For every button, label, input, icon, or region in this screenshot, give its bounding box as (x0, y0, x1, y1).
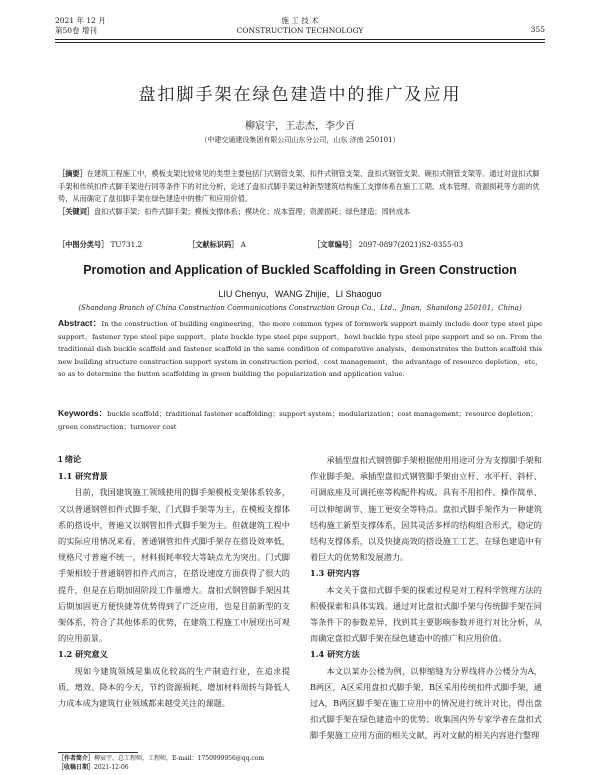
section-heading-1-4: 1.4 研究方法 (310, 649, 360, 660)
abstract-en (58, 317, 542, 381)
clc-field (58, 240, 142, 250)
doc-code-value: A (240, 240, 246, 249)
header-center (55, 16, 545, 36)
authors-cn: 柳宸宇，王志杰，李少百 (245, 121, 355, 132)
keywords-en (58, 407, 542, 433)
body-column-right (310, 452, 542, 744)
issue-volume: 第50卷 增刊 (55, 26, 97, 35)
issue-date: 2021 年 12 月 (55, 16, 106, 25)
keywords-cn-label: ［关键词］ (58, 206, 94, 216)
abstract-en-text: In the construction of building engineering，the more common types of formwork support mainly include door type steel pipe support，fastener type steel pipe support，plate buckle type steel pipe support，bowl buckle type steel pipe support and so on. From the traditional dish buckle scaffold and fastener scaffold in the same condition of comparative analysis，demonstrates the button scaffold this new building structure construction support system in construction period，cost management，the advantage of resource depletion，etc，so as to determine the button scaffolding in green building the popularization and application value. (58, 320, 543, 379)
keywords-en-label: Keywords： (58, 408, 108, 418)
footnote-rule (58, 752, 138, 753)
abstract-cn (58, 168, 542, 218)
author-bio-label: ［作者简介］ (58, 755, 95, 762)
received-date-text: 2021-12-06 (94, 763, 129, 771)
section-heading-1-3: 1.3 研究内容 (310, 568, 360, 579)
doc-code-label: ［文献标识码］ (188, 240, 239, 249)
article-title-cn: 盘扣脚手架在绿色建造中的推广及应用 (138, 85, 462, 105)
received-date-label: ［收稿日期］ (58, 763, 95, 771)
keywords-en-paragraph (58, 407, 542, 433)
article-title-en: Promotion and Application of Buckled Scaffolding in Green Construction (83, 263, 517, 277)
article-number-value: 2097-0897(2021)S2-0355-03 (358, 240, 464, 249)
author-bio-text: 柳宸宇，总工程师，工程师，E-mail：1750999956@qq.com (94, 755, 265, 762)
abstract-en-paragraph (58, 317, 542, 381)
abstract-cn-label: ［摘要］ (58, 169, 87, 178)
journal-name-cn: 施 工 技 术 (281, 16, 319, 25)
header-rule-thin (55, 42, 545, 43)
clc-label: ［中图分类号］ (58, 240, 109, 249)
abstract-cn-paragraph (58, 168, 542, 206)
authors-en: LIU Chenyu，WANG Zhijie，LI Shaoguo (218, 289, 382, 299)
section-heading-1-2: 1.2 研究意义 (58, 649, 108, 660)
abstract-cn-text: 在建筑工程施工中，模板支架比较常见的类型主要包括门式钢管支架、扣件式钢管支架、盘扣式钢管支架、碗扣式钢管支架等。通过对盘扣式脚手架和传统扣件式脚手架进行同等条件下的对比分析，论述了盘扣式脚手架这种新型建筑结构施工支撑体系在施工工期、成本管理、资源损耗等方面的优势，从而确定了盘扣脚手架在绿色建造中的推广和应用价值。 (58, 169, 540, 203)
footnotes (58, 755, 290, 772)
header-rule (55, 39, 545, 40)
received-date (58, 764, 290, 773)
body-column-left (58, 452, 290, 711)
body-paragraph: 本文以某办公楼为例，以伸缩缝为分界线将办公楼分为A，B两区，A区采用盘扣式脚手架，B区采用传统扣件式脚手架，通过A，B两区脚手架在施工应用中的情况进行统计对比，得出盘扣式脚手架在绿色建造中的优势；收集国内外专家学者在盘扣式脚手架施工应用方面的相关文献，再对文献的相关内容进行整理 (310, 665, 542, 741)
affiliation-cn: （中建交通建设集团有限公司山东分公司，山东 济南 250101） (200, 136, 400, 144)
body-paragraph: 承插型盘扣式钢管脚手架根据使用用途可分为支撑脚手架和作业脚手架。承插型盘扣式钢管脚手架由立杆、水平杆、斜杆、可调底座及可调托座等构配件构成。具有不用扣件、操作简单、可以伸缩调节、施工更安全等特点。盘扣式脚手架作为一种建筑结构施工新型支撑体系，因其灵活多样的结构组合形式，稳定的结构支撑体系，以及快捷高效的搭设施工工艺，在绿色建造中有着巨大的优势和发展潜力。 (310, 455, 542, 563)
body-paragraph: 现如今建筑领域是集成化较高的生产制造行业，在追求提质、增效、降本的今天，节约资源损耗、增加材料周转与降低人力成本成为建筑行业领域都来越受关注的课题。 (58, 665, 290, 709)
keywords-cn-paragraph (58, 206, 542, 219)
running-header (55, 16, 545, 40)
journal-name-en: CONSTRUCTION TECHNOLOGY (236, 26, 364, 35)
article-number-label: ［文章编号］ (313, 240, 357, 249)
doc-code-field (188, 240, 246, 250)
section-heading-1-1: 1.1 研究背景 (58, 471, 108, 482)
classification-row (58, 240, 542, 252)
keywords-en-text: buckle scaffold；traditional fastener scaffolding；support system；modularization；cost management；resource depletion；green construction；turnover cost (58, 410, 537, 431)
author-bio (58, 755, 290, 764)
abstract-en-label: Abstract： (58, 318, 102, 328)
affiliation-en: (Shandong Branch of China Construction Communications Construction Group Co.，Ltd.，Jinan，Shandong 250101，China) (78, 304, 522, 312)
article-number-field (313, 240, 463, 250)
section-heading-1: 1 绪论 (58, 455, 82, 464)
body-paragraph: 目前，我国建筑施工领域使用的脚手架模板支架体系较多，又以普通钢管扣件式脚手架、门式脚手架等为主，在模板支撑体系的搭设中，普遍又以钢管扣件式脚手架为主。但就建筑工程中的实际应用情况来看，普通钢管扣件式脚手架存在搭设效率低，规格尺寸普遍不统一，材料损耗率较大等缺点尤为突出。门式脚手架相较于普通钢管扣件式而言，在搭设速度方面获得了很大的提升，但是在后期加固阶段工作量增大。盘扣式钢管脚手架因其后期加固更方便快捷等优势得到了广泛应用，也是目前新型的支架体系，符合了其他体系的优势，在建筑工程施工中展现出可观的应用前景。 (58, 487, 290, 644)
keywords-cn-text: 盘扣式脚手架；扣件式脚手架；模板支撑体系；模块化；成本管理；资源损耗；绿色建造；周转成本 (93, 206, 411, 216)
clc-value: TU731.2 (110, 240, 143, 249)
body-paragraph: 本文关于盘扣式脚手架的探索过程是对工程科学管理方法的积极探索和具体实践。通过对比盘扣式脚手架与传统脚手架在同等条件下的参数差异，找到其主要影响参数并进行对比分析，从而确定盘扣式脚手架在绿色建造中的推广和应用价值。 (310, 584, 542, 644)
page-number: 355 (530, 25, 545, 34)
